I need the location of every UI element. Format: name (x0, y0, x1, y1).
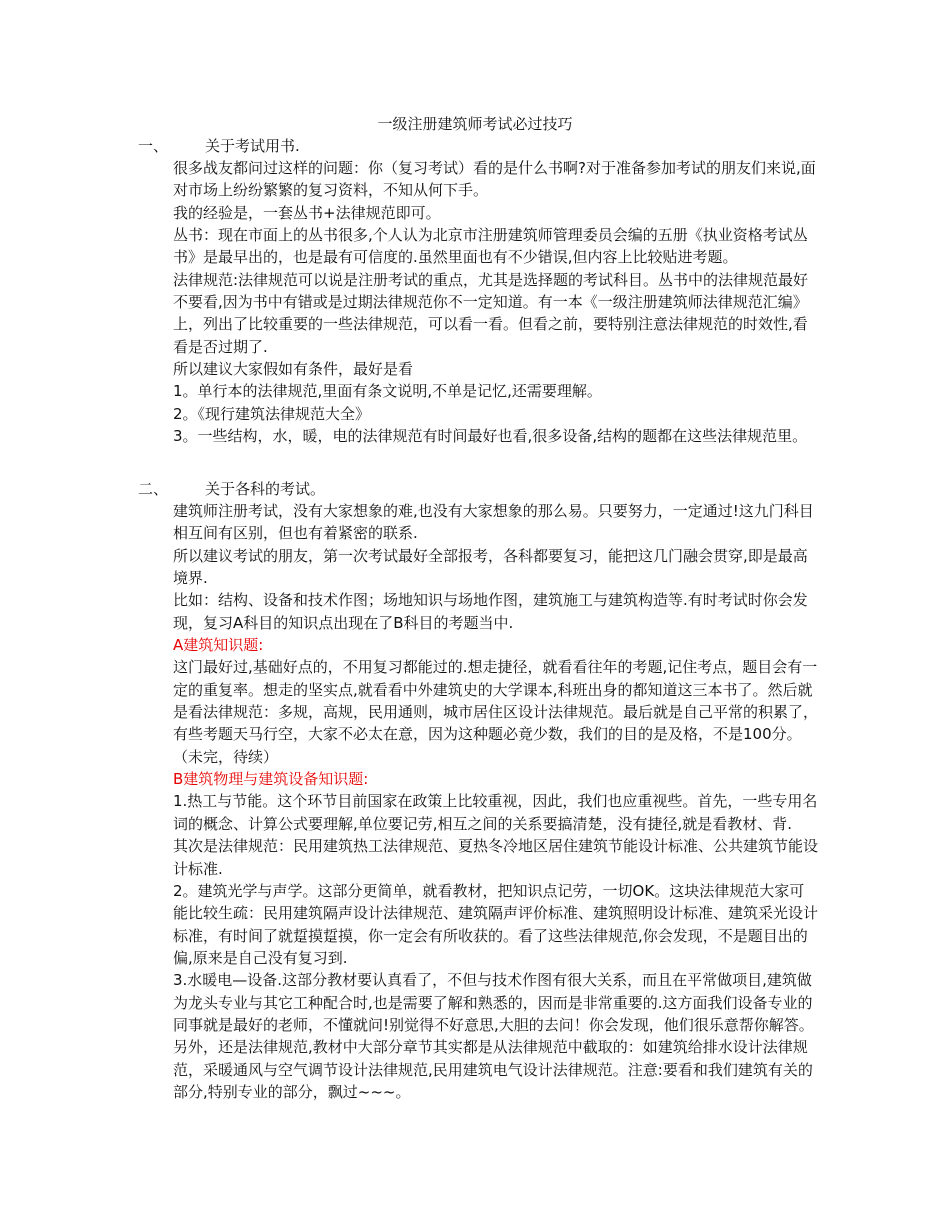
paragraph: 丛书：现在市面上的丛书很多,个人认为北京市注册建筑师管理委员会编的五册《执业资格考试丛书》是最早出的，也是最有可信度的.虽然里面也有不少错误,但内容上比较贴进考题。 (173, 226, 808, 267)
paragraph: 法律规范:法律规范可以说是注册考试的重点，尤其是选择题的考试科目。丛书中的法律规范最好不要看,因为书中有错或是过期法律规范你不一定知道。有一本《一级注册建筑师法律规范汇编》上，列出了比较重要的一些法律规范，可以看一看。但看之前，要特别注意法律规范的时效性,看看是否过期了. (173, 270, 809, 356)
paragraph: 这门最好过,基础好点的，不用复习都能过的.想走捷径，就看看往年的考题,记住考点，题目会有一定的重复率。想走的坚实点,就看看中外建筑史的大学课本,科班出身的都知道这三本书了。然后就是看法律规范：多规，高规，民用通则，城市居住区设计法律规范。最后就是自己平常的积累了，有些考题天马行空，大家不必太在意，因为这种题必竟少数，我们的目的是及格，不是100分。（未完，待续） (173, 658, 819, 766)
list-item: 2。《现行建筑法律规范大全》 (173, 404, 371, 423)
paragraph: 很多战友都问过这样的问题：你（复习考试）看的是什么书啊?对于准备参加考试的朋友们来说,面对市场上纷纷繁繁的复习资料，不知从何下手。 (173, 159, 816, 200)
paragraph: 1.热工与节能。这个环节目前国家在政策上比较重视，因此，我们也应重视些。首先，一些专用名词的概念、计算公式要理解,单位要记劳,相互之间的关系要搞清楚，没有捷径,就是看教材、背. (173, 792, 818, 833)
section-1-body (173, 157, 818, 447)
subheading-a: A建筑知识题: (173, 636, 264, 655)
section-2-body (173, 500, 818, 1103)
subheading-b: B建筑物理与建筑设备知识题: (173, 770, 369, 789)
paragraph: 2。建筑光学与声学。这部分更简单，就看教材，把知识点记劳，一切OK。这块法律规范大家可能比较生疏：民用建筑隔声设计法律规范、建筑隔声评价标准、建筑照明设计标准、建筑采光设计标准，有时间了就踅摸踅摸，你一定会有所收获的。看了这些法律规范,你会发现，不是题目出的偏,原来是自己没有复习到. (173, 881, 819, 967)
paragraph: 所以建议大家假如有条件，最好是看 (173, 360, 414, 379)
paragraph: 我的经验是，一套丛书+法律规范即可。 (173, 203, 441, 222)
list-item: 1。单行本的法律规范,里面有条文说明,不单是记忆,还需要理解。 (173, 382, 602, 401)
paragraph: 比如：结构、设备和技术作图；场地知识与场地作图，建筑施工与建筑构造等.有时考试时你会发现，复习A科目的知识点出现在了B科目的考题当中. (173, 591, 808, 632)
section-2-heading: 关于各科的考试。 (205, 480, 326, 498)
section-1-number: 一、 (138, 137, 169, 155)
paragraph: 所以建议考试的朋友，第一次考试最好全部报考，各科都要复习，能把这几门融会贯穿,即是最高境界. (173, 546, 808, 588)
document-title: 一级注册建筑师考试必过技巧 (377, 115, 573, 133)
list-item: 3。一些结构，水，暖，电的法律规范有时间最好也看,很多设备,结构的题都在这些法律规范里。 (173, 427, 808, 446)
paragraph: 其次是法律规范：民用建筑热工法律规范、夏热冬冷地区居住建筑节能设计标准、公共建筑节能设计标准. (173, 837, 819, 878)
section-1-heading: 关于考试用书. (205, 137, 300, 155)
section-2-number: 二、 (138, 480, 169, 498)
paragraph: 3.水暖电—设备.这部分教材要认真看了，不但与技术作图有很大关系，而且在平常做项目,建筑做为龙头专业与其它工种配合时,也是需要了解和熟悉的，因而是非常重要的.这方面我们设备专业的同事就是最好的老师，不懂就问!别觉得不好意思,大胆的去问！你会发现，他们很乐意帮你解答。另外，还是法律规范,教材中大部分章节其实都是从法律规范中截取的：如建筑给排水设计法律规范，采暖通风与空气调节设计法律规范,民用建筑电气设计法律规范。注意:要看和我们建筑有关的部分,特别专业的部分，飘过~~~。 (173, 971, 814, 1101)
paragraph: 建筑师注册考试，没有大家想象的难,也没有大家想象的那么易。只要努力，一定通过!这九门科目相互间有区别，但也有着紧密的联系. (173, 502, 814, 543)
